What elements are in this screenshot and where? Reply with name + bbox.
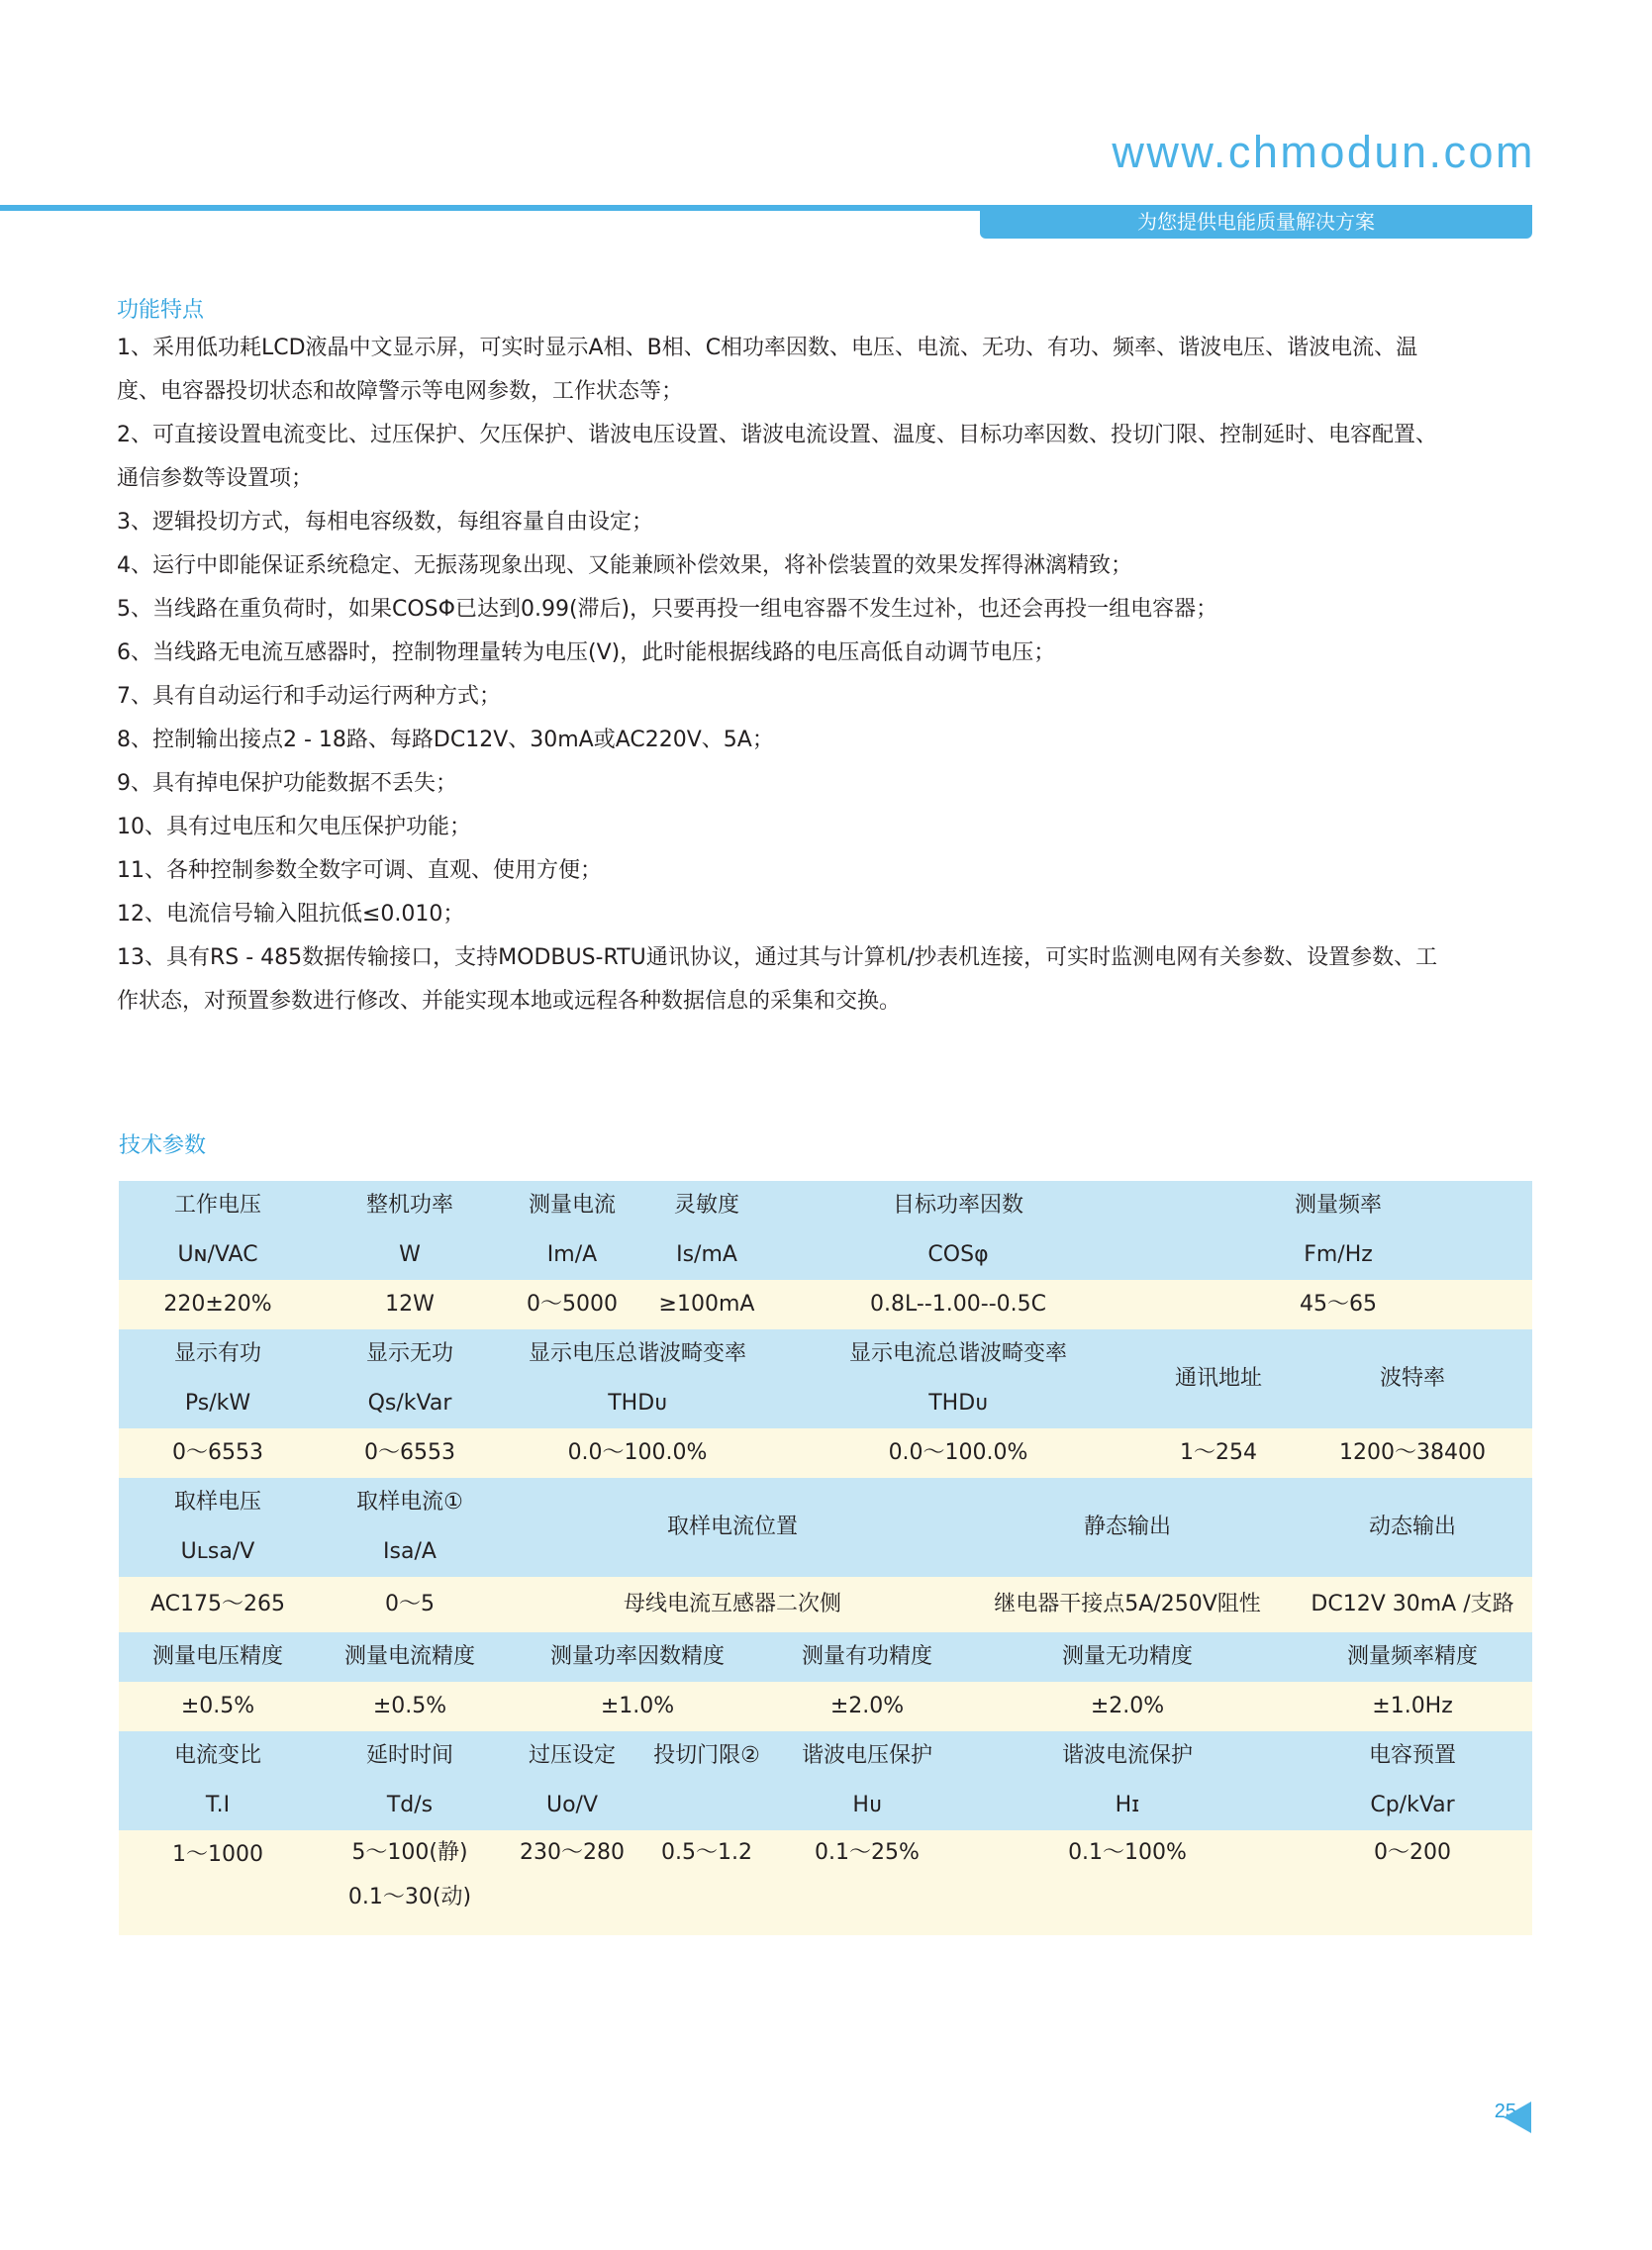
spec-value-row [119,1280,1532,1329]
spec-name-row [119,1478,1532,1527]
spec-name: 过压设定 [503,1731,641,1781]
spec-value: 0.0～100.0% [772,1428,1144,1478]
spec-unit: Is/mA [641,1230,772,1280]
feature-line: 作状态，对预置参数进行修改、并能实现本地或远程各种数据信息的采集和交换。 [117,989,902,1014]
spec-value: 0.1～100% [962,1830,1293,1935]
spec-unit: Td/s [317,1781,503,1830]
spec-unit: Hɪ [962,1781,1293,1830]
feature-line: 2、可直接设置电流变比、过压保护、欠压保护、谐波电压设置、谐波电流设置、温度、目标功率因数、投切门限、控制延时、电容配置、 [117,423,1438,447]
spec-value: 0～6553 [317,1428,503,1478]
spec-unit: THDᴜ [503,1379,772,1428]
spec-value: AC175～265 [119,1577,317,1632]
spec-name-row [119,1632,1532,1682]
spec-name: 测量有功精度 [772,1632,962,1682]
spec-value: 0.0～100.0% [503,1428,772,1478]
spec-name: 测量电压精度 [119,1632,317,1682]
spec-name: 电流变比 [119,1731,317,1781]
spec-name: 测量功率因数精度 [503,1632,772,1682]
spec-table [119,1181,1532,1935]
spec-value: ±1.0Hz [1293,1682,1532,1731]
spec-unit: Qs/kVar [317,1379,503,1428]
spec-name: 静态输出 [962,1478,1293,1577]
spec-value-row [119,1830,1532,1935]
spec-value: 母线电流互感器二次侧 [503,1577,962,1632]
spec-value: ±0.5% [317,1682,503,1731]
spec-unit: Ps/kW [119,1379,317,1428]
spec-value: 继电器干接点5A/250V阻性 [962,1577,1293,1632]
feature-line: 7、具有自动运行和手动运行两种方式； [117,684,501,709]
spec-name: 显示电压总谐波畸变率 [503,1329,772,1379]
spec-value: 0.5～1.2 [641,1830,772,1935]
spec-name: 测量频率 [1144,1181,1532,1230]
spec-unit: Uɴ/VAC [119,1230,317,1280]
spec-name: 谐波电压保护 [772,1731,962,1781]
spec-name: 测量电流精度 [317,1632,503,1682]
feature-line: 通信参数等设置项； [117,466,314,491]
spec-value: ±0.5% [119,1682,317,1731]
spec-unit: Cp/kVar [1293,1781,1532,1830]
feature-line: 10、具有过电压和欠电压保护功能； [117,815,471,839]
spec-value: 0～5 [317,1577,503,1632]
spec-value: 5～100(静) [351,1840,468,1865]
spec-name: 测量无功精度 [962,1632,1293,1682]
spec-unit-row [119,1781,1532,1830]
spec-value: 0.1～25% [772,1830,962,1935]
spec-unit: Isa/A [317,1527,503,1577]
spec-name: 显示无功 [317,1329,503,1379]
spec-name: 灵敏度 [641,1181,772,1230]
spec-value: 230～280 [503,1830,641,1935]
spec-value: ≥100mA [641,1280,772,1329]
spec-value-row [119,1428,1532,1478]
spec-value: ±1.0% [503,1682,772,1731]
spec-unit: Hᴜ [772,1781,962,1830]
spec-value: 1～254 [1144,1428,1293,1478]
page-arrow-icon [1504,2102,1531,2133]
spec-value: 12W [317,1280,503,1329]
feature-line: 11、各种控制参数全数字可调、直观、使用方便； [117,858,602,883]
spec-name: 谐波电流保护 [962,1731,1293,1781]
spec-value: 0～6553 [119,1428,317,1478]
feature-line: 8、控制输出接点2 - 18路、每路DC12V、30mA或AC220V、5A； [117,728,774,752]
spec-name: 电容预置 [1293,1731,1532,1781]
spec-name: 投切门限② [641,1731,772,1781]
spec-value-row [119,1682,1532,1731]
features-heading: 功能特点 [117,298,205,323]
spec-name: 整机功率 [317,1181,503,1230]
spec-value: 220±20% [119,1280,317,1329]
spec-unit: W [317,1230,503,1280]
spec-name-row [119,1181,1532,1230]
feature-line: 9、具有掉电保护功能数据不丢失； [117,771,457,796]
spec-name: 显示电流总谐波畸变率 [772,1329,1144,1379]
specs-heading: 技术参数 [119,1133,207,1158]
spec-value: DC12V 30mA /支路 [1293,1577,1532,1632]
spec-name: 测量频率精度 [1293,1632,1532,1682]
spec-value: 45～65 [1144,1280,1532,1329]
spec-value: 0～5000 [503,1280,641,1329]
feature-line: 4、运行中即能保证系统稳定、无振荡现象出现、又能兼顾补偿效果，将补偿装置的效果发挥得淋漓精致； [117,553,1133,578]
features-list [117,327,1534,1024]
spec-value: 1200～38400 [1293,1428,1532,1478]
spec-name: 目标功率因数 [772,1181,1144,1230]
spec-name: 动态输出 [1293,1478,1532,1577]
spec-name: 取样电压 [119,1478,317,1527]
spec-name: 显示有功 [119,1329,317,1379]
page-number: 25 [1494,2101,1516,2122]
feature-line: 1、采用低功耗LCD液晶中文显示屏，可实时显示A相、B相、C相功率因数、电压、电流、无功、有功、频率、谐波电压、谐波电流、温 [117,336,1418,360]
spec-value-row [119,1577,1532,1632]
spec-name: 取样电流位置 [503,1478,962,1577]
spec-unit: Uʟsa/V [119,1527,317,1577]
site-url[interactable]: www.chmodun.com [1112,127,1535,177]
spec-value: ±2.0% [962,1682,1293,1731]
spec-unit: THDᴜ [772,1379,1144,1428]
spec-name-row [119,1329,1532,1379]
feature-line: 度、电容器投切状态和故障警示等电网参数，工作状态等； [117,379,684,404]
spec-name: 延时时间 [317,1731,503,1781]
spec-name: 取样电流① [317,1478,503,1527]
spec-name: 波特率 [1293,1329,1532,1428]
spec-value: ±2.0% [772,1682,962,1731]
spec-unit: Uo/V [503,1781,641,1830]
feature-line: 3、逻辑投切方式，每相电容级数，每组容量自由设定； [117,510,653,535]
spec-name: 工作电压 [119,1181,317,1230]
spec-name: 测量电流 [503,1181,641,1230]
spec-value-cell [317,1830,503,1935]
spec-value: 1～1000 [119,1830,317,1935]
spec-name-row [119,1731,1532,1781]
feature-line: 5、当线路在重负荷时，如果COSΦ已达到0.99(滞后)，只要再投一组电容器不发生过补，也还会再投一组电容器； [117,597,1218,622]
spec-unit-row [119,1230,1532,1280]
spec-unit: COSφ [772,1230,1144,1280]
spec-value: 0.1～30(动) [347,1885,472,1909]
spec-name: 通讯地址 [1144,1329,1293,1428]
spec-unit: Fm/Hz [1144,1230,1532,1280]
spec-value: 0.8L--1.00--0.5C [772,1280,1144,1329]
spec-unit [641,1781,772,1830]
feature-line: 13、具有RS - 485数据传输接口，支持MODBUS-RTU通讯协议，通过其与计算机/抄表机连接，可实时监测电网有关参数、设置参数、工 [117,945,1438,970]
spec-unit: T.I [119,1781,317,1830]
spec-value: 0～200 [1293,1830,1532,1935]
spec-unit: Im/A [503,1230,641,1280]
feature-line: 12、电流信号输入阻抗低≤0.010； [117,902,465,927]
tagline-banner: 为您提供电能质量解决方案 [980,205,1532,239]
feature-line: 6、当线路无电流互感器时，控制物理量转为电压(V)，此时能根据线路的电压高低自动调节电压； [117,640,1056,665]
